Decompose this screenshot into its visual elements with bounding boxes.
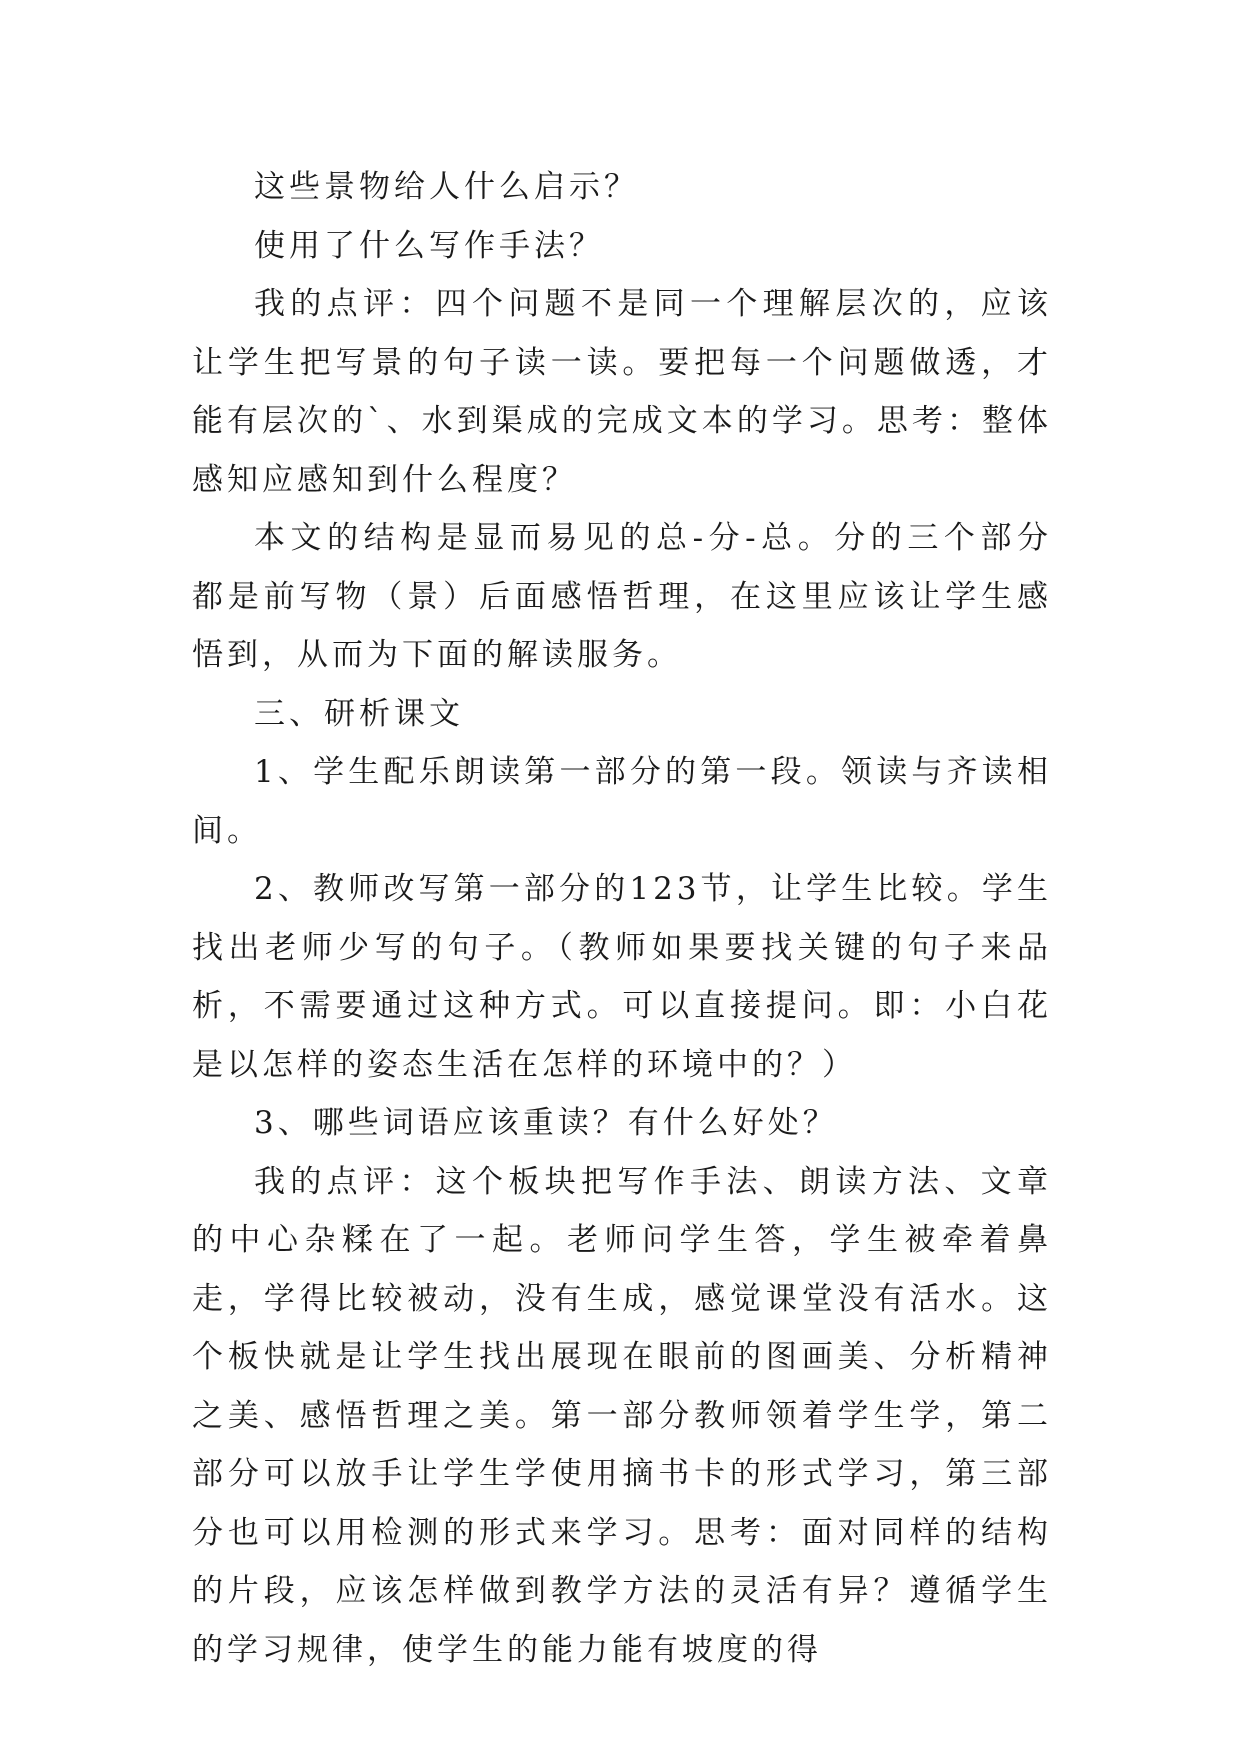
section-heading-analysis: 三、研析课文 [254,695,464,732]
paragraph-structure: 本文的结构是显而易见的总-分-总。分的三个部分都是前写物（景）后面感悟哲理，在这里应该让学生感悟到，从而为下面的解读服务。 [192,520,1052,673]
paragraph-comment-module: 我的点评：这个板块把写作手法、朗读方法、文章的中心杂糅在了一起。老师问学生答，学生被牵着鼻走，学得比较被动，没有生成，感觉课堂没有活水。这个板快就是让学生找出展现在眼前的图画美、分析精神之美、感悟哲理之美。第一部分教师领着学生学，第二部分可以放手让学生学使用摘书卡的形式学习，第三部分也可以用检测的形式来学习。思考：面对同样的结构的片段，应该怎样做到教学方法的灵活有异？遵循学生的学习规律，使学生的能力能有坡度的得 [192,1163,1052,1668]
document-body [192,158,1052,1679]
paragraph-question-enlightenment: 这些景物给人什么启示？ [254,169,639,205]
list-item-2: 2、教师改写第一部分的123节，让学生比较。学生找出老师少写的句子。（教师如果要找关键的句子来品析，不需要通过这种方式。可以直接提问。即：小白花是以怎样的姿态生活在怎样的环境中的？） [192,871,1052,1083]
list-item-3: 3、哪些词语应该重读？有什么好处？ [254,1105,838,1141]
paragraph-comment-levels: 我的点评：四个问题不是同一个理解层次的，应该让学生把写景的句子读一读。要把每一个问题做透，才能有层次的`、水到渠成的完成文本的学习。思考：整体感知应感知到什么程度？ [192,286,1052,498]
paragraph-question-technique: 使用了什么写作手法？ [254,227,604,264]
list-item-1: 1、学生配乐朗读第一部分的第一段。领读与齐读相间。 [192,754,1052,849]
